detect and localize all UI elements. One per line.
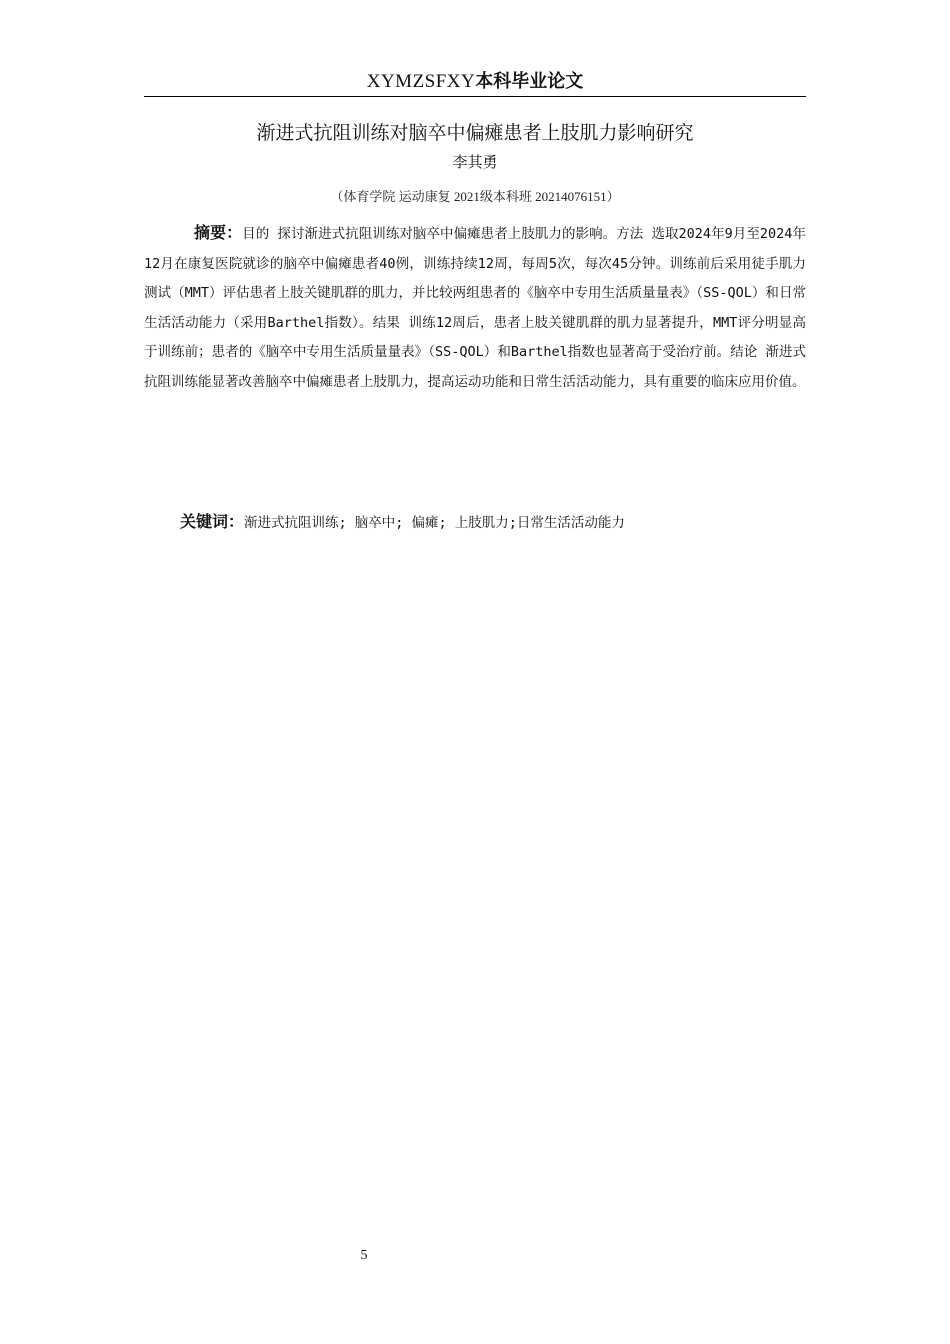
keywords-text: 渐进式抗阻训练; 脑卒中; 偏瘫; 上肢肌力;日常生活活动能力 (244, 515, 625, 531)
paper-title: 渐进式抗阻训练对脑卒中偏瘫患者上肢肌力影响研究 (256, 122, 694, 144)
header-code: XYMZSFXY (366, 71, 476, 92)
header-rule (144, 96, 806, 97)
abstract-text: 目的 探讨渐进式抗阻训练对脑卒中偏瘫患者上肢肌力的影响。方法 选取2024年9月至2024年12月在康复医院就诊的脑卒中偏瘫患者40例，训练持续12周，每周5次，每次45分钟。训练前后采用徒手肌力测试（MMT）评估患者上肢关键肌群的肌力，并比较两组患者的《脑卒中专用生活质量量表》（SS-QOL）和日常生活活动能力（采用Barthel指数）。结果 训练12周后，患者上肢关键肌群的肌力显著提升，MMT评分明显高于训练前；患者的《脑卒中专用生活质量量表》（SS-QOL）和Barthel指数也显著高于受治疗前。结论 渐进式抗阻训练能显著改善脑卒中偏瘫患者上肢肌力，提高运动功能和日常生活活动能力，具有重要的临床应用价值。 (144, 226, 806, 390)
abstract (144, 218, 806, 397)
keywords-label: 关键词： (180, 512, 245, 531)
abstract-label: 摘要： (194, 223, 243, 242)
page-number: 5 (360, 1248, 368, 1263)
author-name: 李其勇 (452, 153, 498, 171)
header-label: 本科毕业论文 (475, 71, 584, 92)
keywords (180, 509, 806, 536)
running-header (144, 70, 806, 94)
author-affiliation: （体育学院 运动康复 2021级本科班 20214076151） (330, 189, 620, 204)
